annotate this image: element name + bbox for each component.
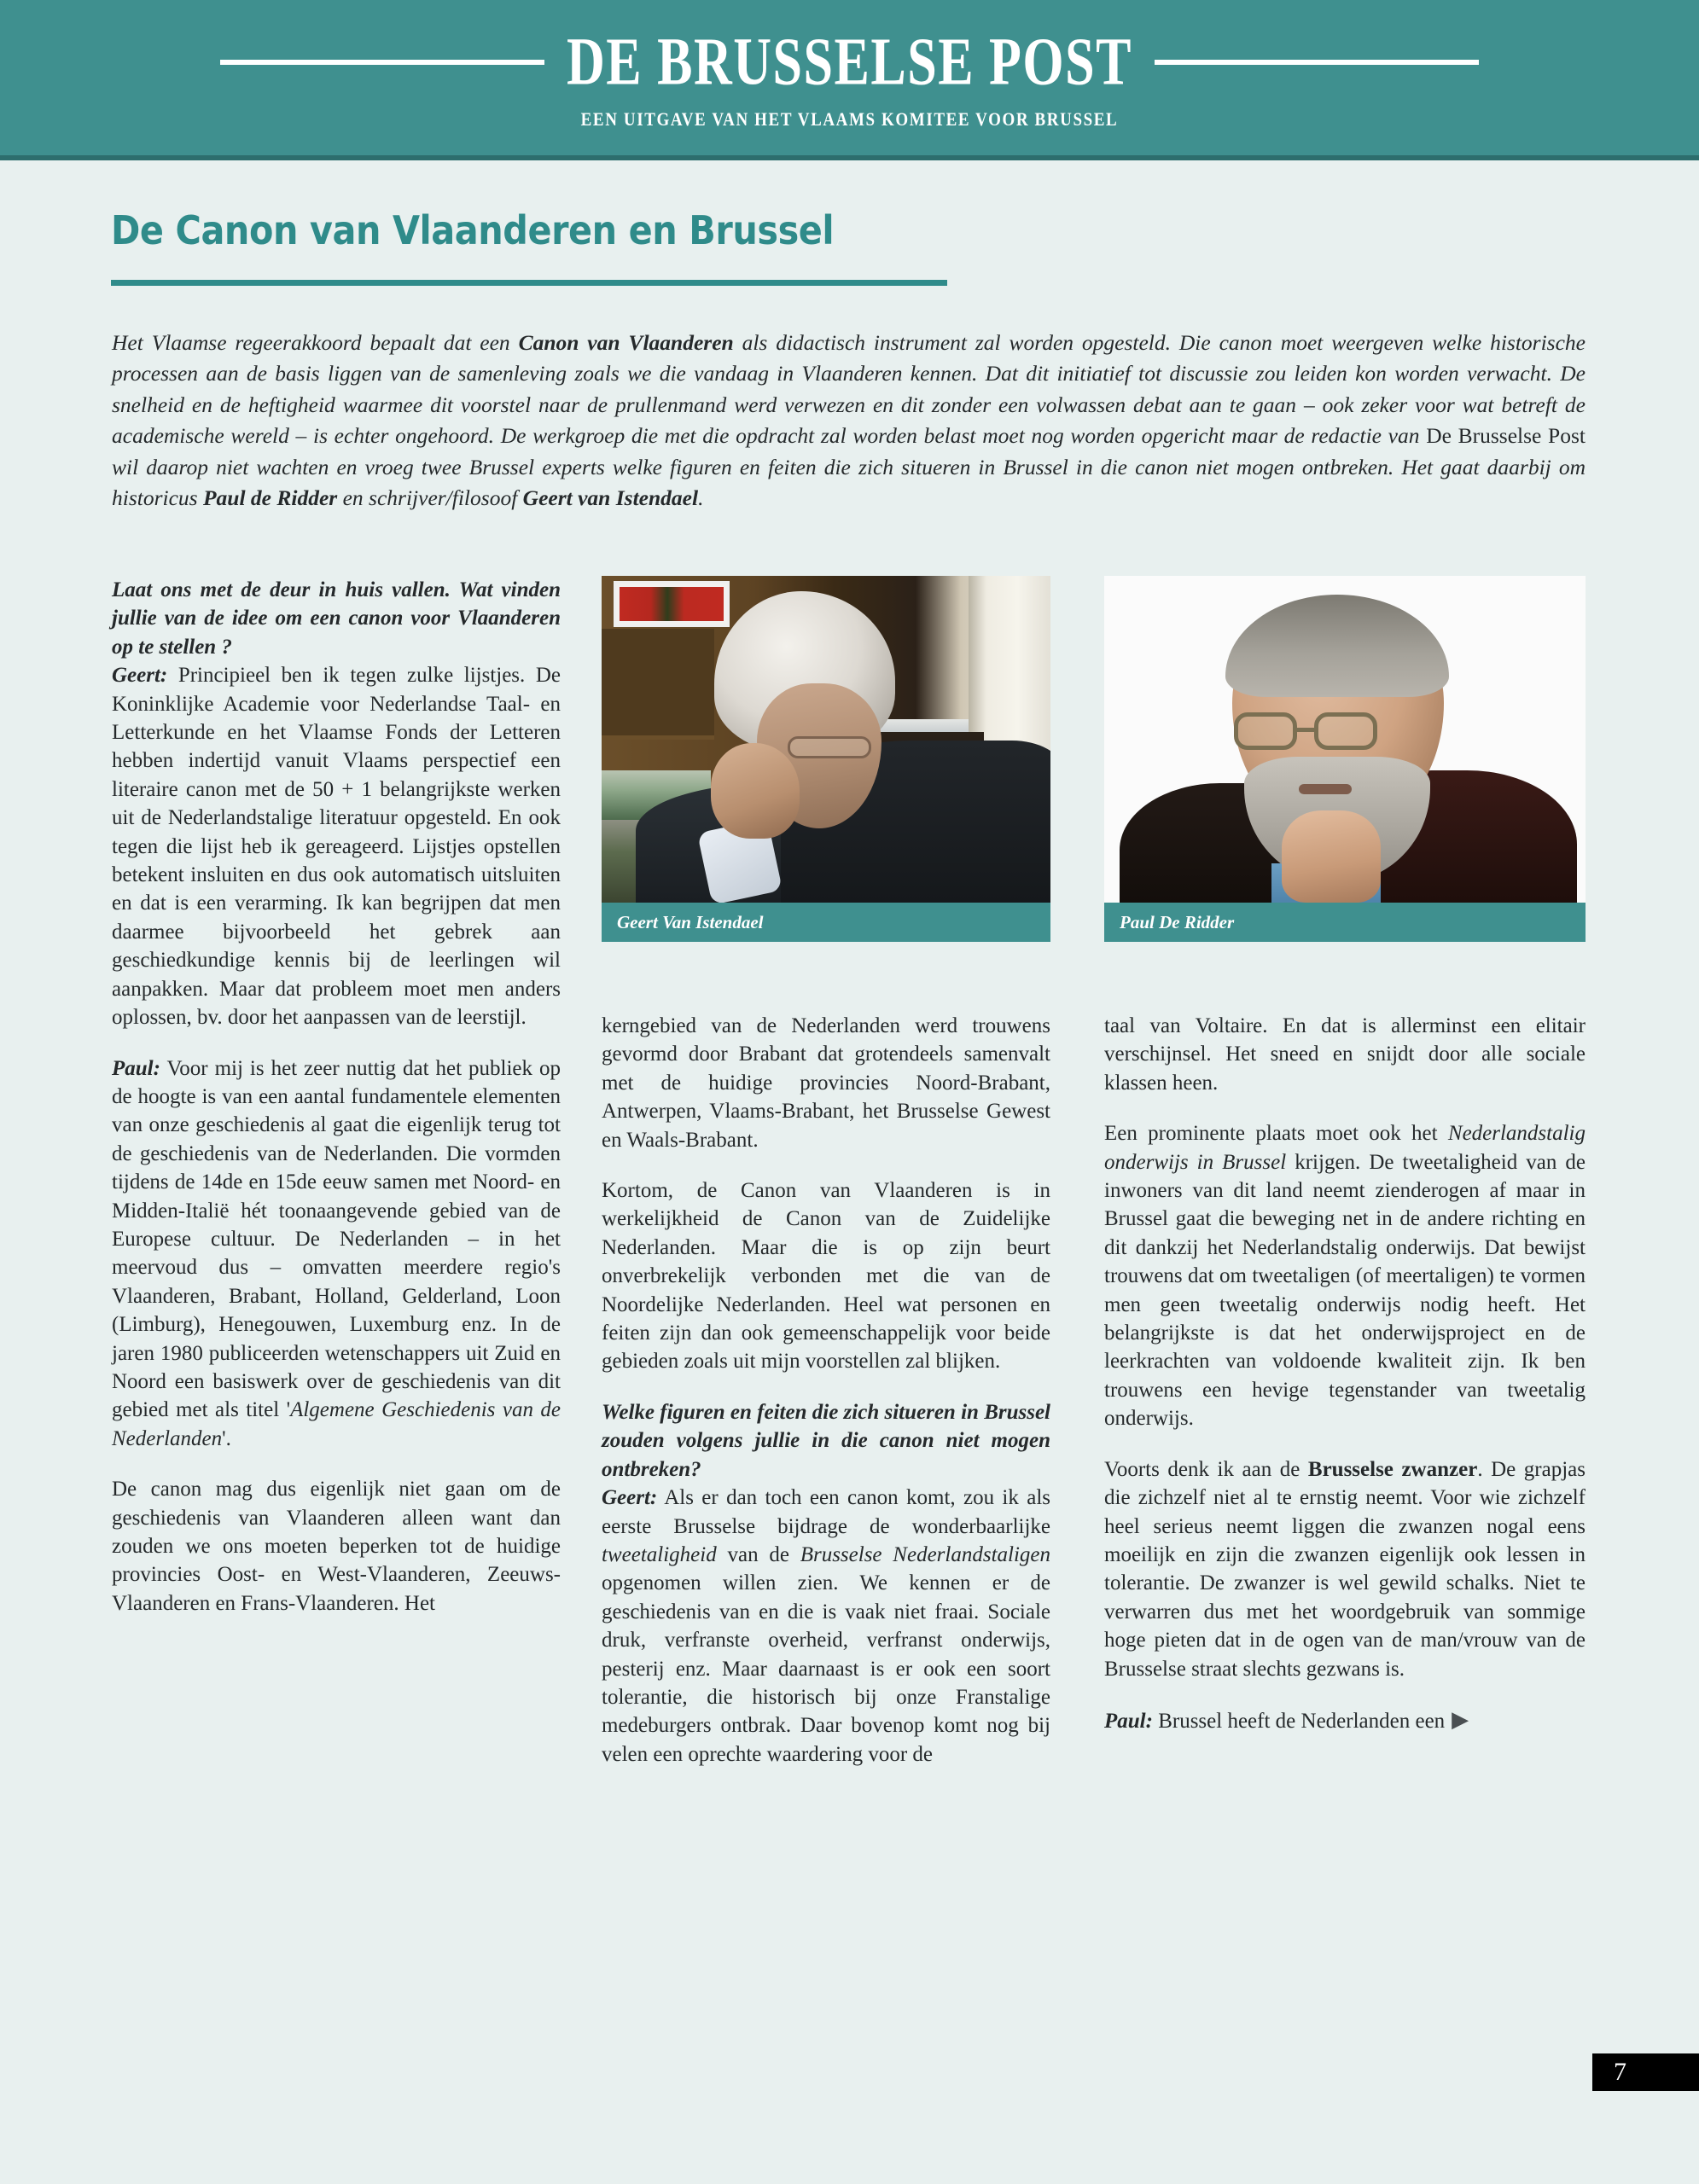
paragraph-col3-2 xyxy=(1104,1119,1586,1432)
paragraph-paul-2: De canon mag dus eigenlijk niet gaan om de geschiedenis van Vlaanderen alleen want dan zouden we ons moeten beperken tot de huidige provincies Oost- en West-Vlaanderen, Zeeuws-Vlaanderen en Frans-Vlaanderen. Het xyxy=(112,1478,561,1615)
answer-paul-1a: Voor mij is het zeer nuttig dat het publiek op de hoogte is van een aantal fundamentele elementen van onze geschiedenis al gaat die eigenlijk terug tot de geschiedenis van de Nederlanden. Die vormden tijdens de 14de en 15de eeuw samen met Noord- en Midden-Italië hét toonaangevende gebied van de Europese cultuur. De Nederlanden – in het meervoud dus – omvatten meerdere regio's Vlaanderen, Brabant, Holland, Gelderland, Loon (Limburg), Henegouwen, Luxemburg enz. In de jaren 1980 publiceerden wetenschappers uit Zuid en Noord een basiswerk over de geschiedenis van dit gebied met als titel ' xyxy=(112,1056,561,1422)
intro-text-3: wil daarop niet wachten en vroeg twee Brussel experts welke figuren en feiten die zich situeren in Brussel in die canon niet mogen ontbreken. Het gaat daarbij om historicus xyxy=(112,454,1586,511)
intro-text-5: . xyxy=(698,485,704,511)
article-intro xyxy=(112,328,1586,514)
person-mouth xyxy=(1299,784,1352,794)
intro-text-4: en schrijver/filosoof xyxy=(337,485,523,511)
masthead-bottom-line xyxy=(0,155,1699,160)
masthead-rule-right xyxy=(1155,60,1479,65)
answer-geert-1: Principieel ben ik tegen zulke lijstjes. De Koninklijke Academie voor Nederlandse Taal- en Letterkunde en het Vlaamse Fonds der Letteren hebben indertijd vanuit Vlaams perspectief een literaire canon met de 50 + 1 belangrijkste werken uit de Nederlandstalige literatuur opgesteld. En ook tegen die lijst heb ik gereageerd. Lijstjes opstellen betekent insluiten en dus ook automatisch uitsluiten en dat is een verarming. Ik kan begrijpen dat men daarmee bijvoorbeeld het gebrek aan geschiedkundige kennis bij de leerlingen wil aanpakken. Maar dat probleem moet men anders oplossen, bv. door het aanpassen van de leerstijl. xyxy=(112,664,561,1030)
person-glasses xyxy=(788,736,871,758)
answer-geert-2b: van de xyxy=(716,1542,800,1566)
intro-text-2: als didactisch instrument zal worden opgesteld. Die canon moet weergeven welke historische processen aan de basis liggen van de samenleving zoals we die vandaag in Vlaanderen kennen. Dat dit initiatief tot discussie zou leiden kon worden verwacht. De snelheid en de heftigheid waarmee dit voorstel naar de prullenmand werd verwezen en dit zonder een volwassen debat aan te gaan – ook zeker voor wat betreft de academische wereld – is echter ongehoord. De werkgroep die met die opdracht zal worden belast moet nog worden opgericht maar de redactie van xyxy=(112,330,1586,449)
col3-text-2b: krijgen. De tweetaligheid van de inwoners van dit land neemt zienderogen af maar in Brussel gaat die beweging net in de andere richting en dit dankzij het Nederlandstalig onderwijs. Dat bewijst trouwens dat om tweetaligen (of meertaligen) te vormen men geen tweetalig onderwijs nodig heeft. Het belangrijkste is dat het onderwijsproject en de leerkrachten van voldoende kwaliteit zijn. Ik ben trouwens een hevige tegenstander van tweetalig onderwijs. xyxy=(1104,1150,1586,1431)
intro-text-1: Het Vlaamse regeerakkoord bepaalt dat een xyxy=(112,330,519,355)
italic-nederlandstalig-onderwijs: Nederlandstalig onderwijs in Brussel xyxy=(1104,1122,1586,1174)
photo-image-paul xyxy=(1104,576,1586,903)
person-glasses-right-lens xyxy=(1314,712,1377,750)
italic-tweetaligheid: tweetaligheid xyxy=(602,1542,717,1566)
answer-geert-2c: opgenomen willen zien. We kennen er de geschiedenis van en die is vaak niet fraai. Sociale druk, verfranste overheid, verfranst onderwijs, pesterij enz. Maar daarnaast is er ook een soort tolerantie, die historisch bij onze Franstalige medeburgers ontbrak. Daar bovenop komt nog bij velen een oprechte waardering voor de xyxy=(602,1571,1050,1766)
masthead-banner xyxy=(0,0,1699,160)
intro-bold-paul: Paul de Ridder xyxy=(202,485,338,511)
speaker-label-geert: Geert: xyxy=(112,664,168,688)
person-glasses-left-lens xyxy=(1234,712,1297,750)
col3-text-3a: Voorts denk ik aan de xyxy=(1104,1457,1308,1481)
person-glasses-bridge xyxy=(1297,728,1316,732)
interview-question-1: Laat ons met de deur in huis vallen. Wat vinden jullie van de idee om een canon voor Vlaanderen op te stellen ? xyxy=(112,578,561,659)
article-column-1 xyxy=(112,576,561,1618)
intro-bold-canon: Canon van Vlaanderen xyxy=(518,330,734,355)
page-title: De Canon van Vlaanderen en Brussel xyxy=(111,207,835,253)
photo-image-geert xyxy=(602,576,1050,903)
page-number-badge: 7 xyxy=(1592,2053,1699,2091)
book-title-italic: Algemene Geschiedenis van de Nederlanden xyxy=(112,1398,561,1450)
person-hand xyxy=(711,743,800,839)
intro-upright-paper-name: De Brusselse Post xyxy=(1426,423,1586,449)
article-column-2 xyxy=(602,1012,1050,1769)
paper-subtitle: EEN UITGAVE VAN HET VLAAMS KOMITEE VOOR BRUSSEL xyxy=(580,109,1119,131)
photo-caption-paul: Paul De Ridder xyxy=(1104,903,1586,942)
speaker-label-paul-2: Paul: xyxy=(1104,1709,1153,1733)
title-underline-rule xyxy=(111,280,947,286)
answer-paul-2: Brussel heeft de Nederlanden een xyxy=(1152,1709,1446,1733)
paragraph-paul-1 xyxy=(112,1054,561,1454)
paragraph-question-2 xyxy=(602,1398,1050,1769)
wood-panel-decor xyxy=(602,629,714,740)
answer-paul-1b: '. xyxy=(222,1426,231,1450)
article-column-3 xyxy=(1104,1012,1586,1735)
paragraph-col2-1: kerngebied van de Nederlanden werd trouwens gevormd door Brabant dat grotendeels samenvalt met de huidige provincies Noord-Brabant, Antwerpen, Vlaams-Brabant, het Brusselse Gewest en Waals-Brabant. xyxy=(602,1014,1050,1152)
wall-poster-decor xyxy=(614,581,730,627)
photo-caption-geert: Geert Van Istendael xyxy=(602,903,1050,942)
col3-text-2a: Een prominente plaats moet ook het xyxy=(1104,1122,1448,1146)
speaker-label-paul: Paul: xyxy=(112,1056,160,1080)
col3-text-3b: . De grapjas die zichzelf niet al te ernstig neemt. Voor wie zichzelf heel serieus neemt liggen die zwanzen nogal eens moeilijk en zijn die zwanzen eigenlijk ook lessen in tolerantie. De zwanzer is wel gewild schalks. Niet te verwarren dus met het woordgebruik van sommige hoge pieten dat in de ogen van de man/vrouw van de Brusselse straat slechts gezwans is. xyxy=(1104,1457,1586,1681)
photo-geert-van-istendael xyxy=(602,576,1050,942)
continuation-arrow-icon: ▶ xyxy=(1452,1706,1469,1732)
paragraph-col3-4 xyxy=(1104,1705,1586,1735)
intro-bold-geert: Geert van Istendael xyxy=(522,485,699,511)
paragraph-question-1 xyxy=(112,576,561,1032)
speaker-label-geert-2: Geert: xyxy=(602,1486,658,1510)
paragraph-col2-2: Kortom, de Canon van Vlaanderen is in werkelijkheid de Canon van de Zuidelijke Nederlanden. Maar die is op zijn beurt onverbrekelijk verbonden met die van de Noordelijke Nederlanden. Heel wat personen en feiten zijn dan ook gemeenschappelijk voor beide gebieden zoals uit mijn voorstellen zal blijken. xyxy=(602,1179,1050,1374)
paragraph-col3-3 xyxy=(1104,1455,1586,1683)
italic-brusselse-nederlandstaligen: Brusselse Nederlandstaligen xyxy=(800,1542,1050,1566)
paper-title: DE BRUSSELSE POST xyxy=(567,25,1132,100)
person-fist xyxy=(1282,810,1381,903)
photo-paul-de-ridder xyxy=(1104,576,1586,942)
masthead-title-row xyxy=(0,25,1699,100)
bold-brusselse-zwanzer: Brusselse zwanzer xyxy=(1307,1457,1478,1481)
masthead-rule-left xyxy=(220,60,544,65)
answer-geert-2a: Als er dan toch een canon komt, zou ik als eerste Brusselse bijdrage de wonderbaarlijke xyxy=(602,1486,1050,1538)
article-header xyxy=(111,207,947,286)
paragraph-col3-1: taal van Voltaire. En dat is allerminst een elitair verschijnsel. Het sneed en snijdt door alle sociale klassen heen. xyxy=(1104,1014,1586,1095)
interview-question-2: Welke figuren en feiten die zich situeren in Brussel zouden volgens jullie in die canon niet mogen ontbreken? xyxy=(602,1400,1050,1481)
